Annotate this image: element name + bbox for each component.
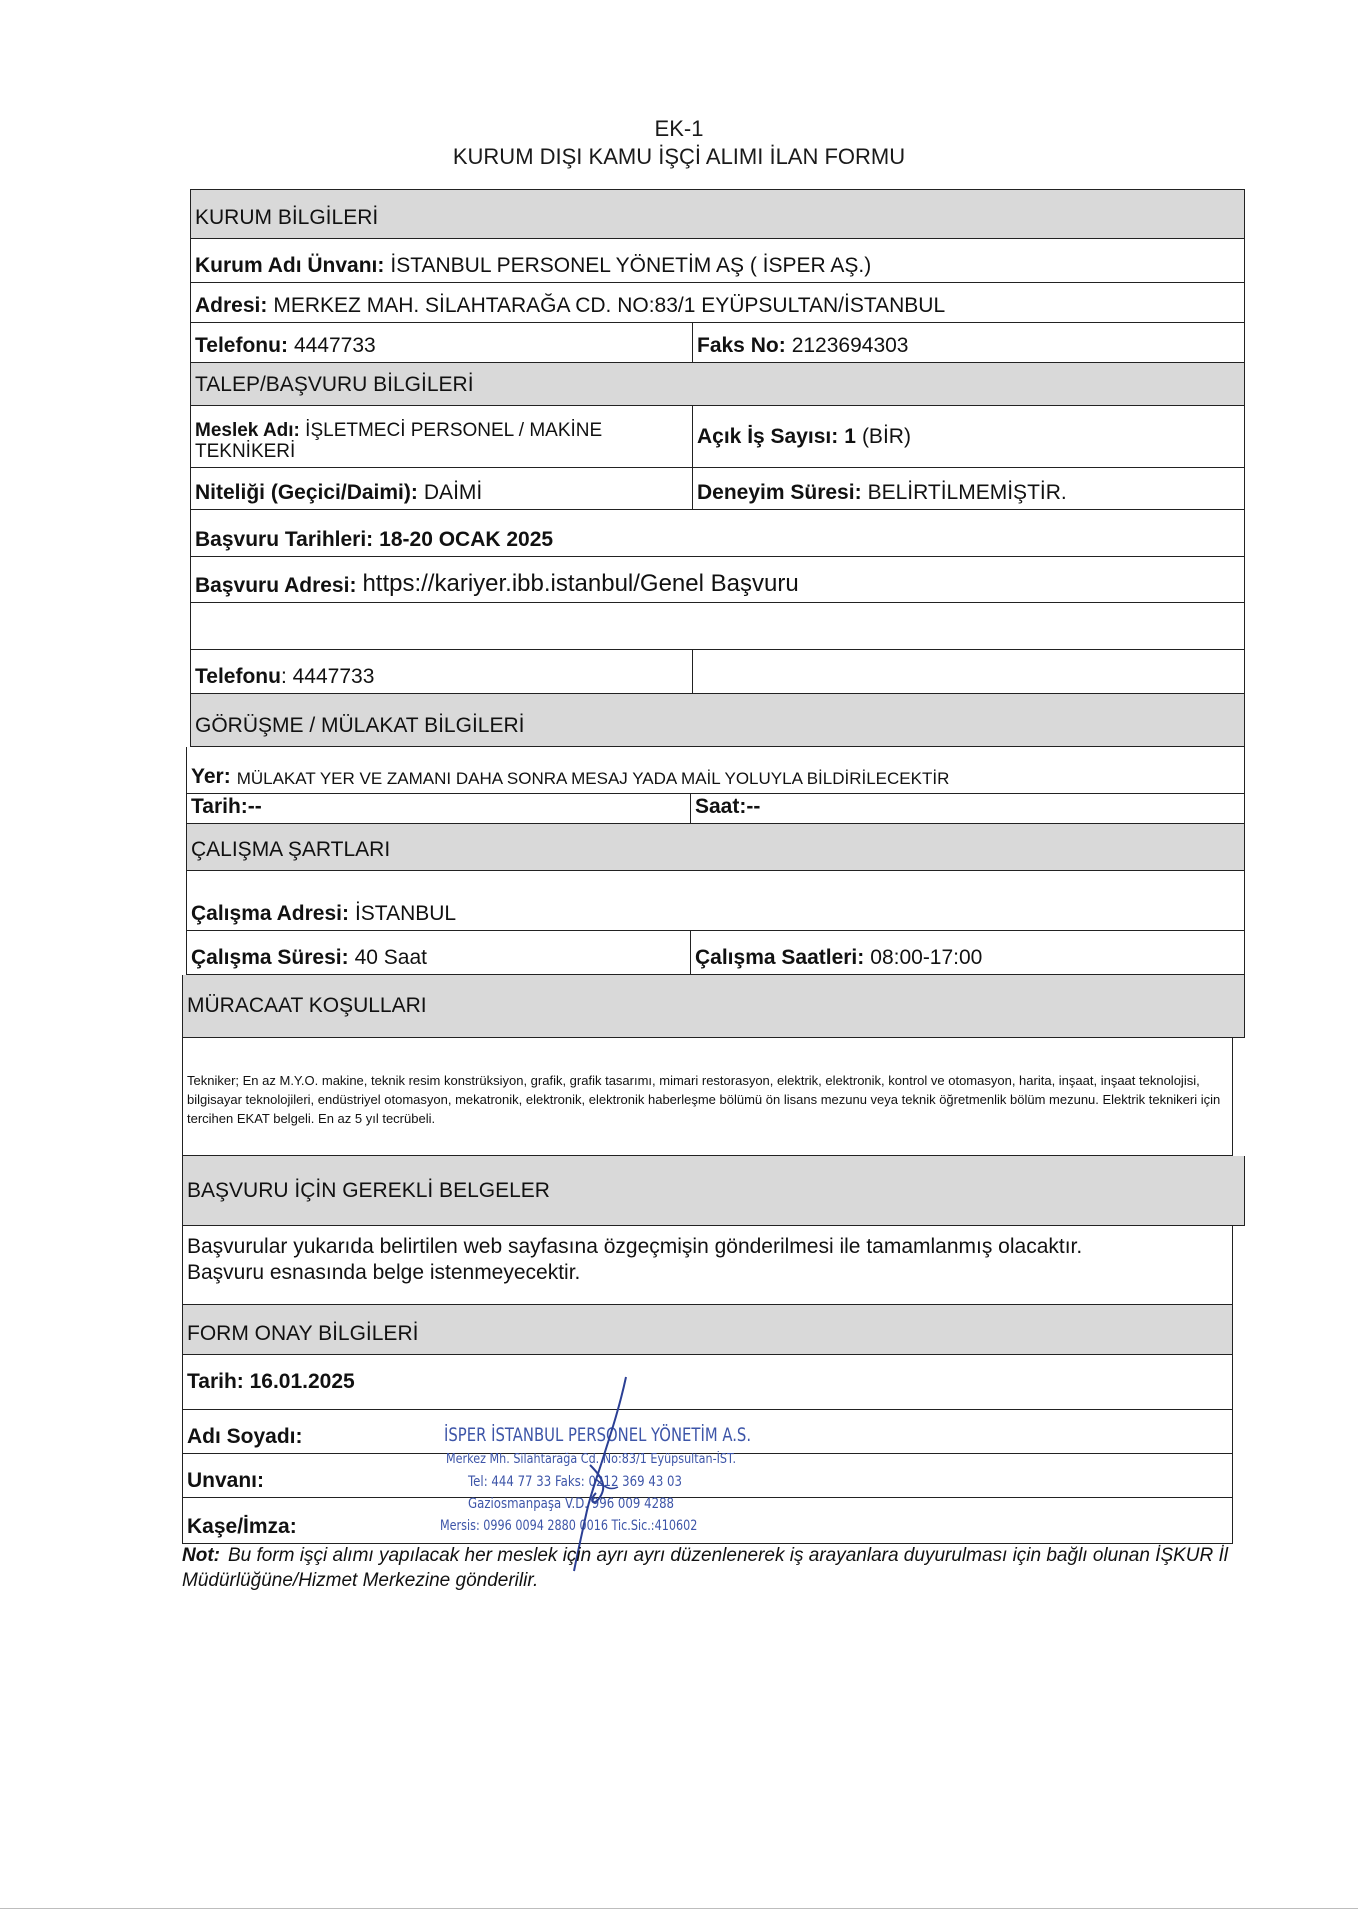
row-nitelik [190, 468, 693, 510]
note-text: Bu form işçi alımı yapılacak her meslek için ayrı ayrı düzenlenerek iş arayanlara duyurulması için bağlı olunan İŞKUR İl Müdürlüğüne/Hizmet Merkezine gönderilir. [182, 1545, 1229, 1591]
row-deneyim [692, 468, 1245, 510]
section-kurum-title: KURUM BİLGİLERİ [195, 206, 379, 229]
acik-is-label: Açık İş Sayısı: [697, 424, 839, 448]
row-kurum-adres [190, 283, 1245, 323]
onay-tarih: Tarih: 16.01.2025 [187, 1370, 355, 1393]
basvuru-tarihleri-label: Başvuru Tarihleri: [195, 528, 374, 551]
section-calisma-title: ÇALIŞMA ŞARTLARI [191, 838, 391, 861]
row-kurum-faks [692, 323, 1245, 363]
basvuru-adresi-label: Başvuru Adresi: [195, 574, 357, 597]
calisma-suresi-label: Çalışma Süresi: [191, 946, 349, 969]
row-kurum-telefon [190, 323, 693, 363]
section-talep-title: TALEP/BAŞVURU BİLGİLERİ [195, 373, 474, 396]
kurum-adres-label: Adresi: [195, 294, 268, 317]
section-belgeler-title: BAŞVURU İÇİN GEREKLİ BELGELER [187, 1178, 550, 1202]
section-gorusme-title: GÖRÜŞME / MÜLAKAT BİLGİLERİ [195, 714, 525, 737]
kurum-telefon-value: 4447733 [293, 334, 376, 357]
row-mulakat-tarih [186, 794, 691, 824]
nitelik-value: DAİMİ [423, 481, 483, 504]
stamp-line5: Mersis: 0996 0094 2880 0016 Tic.Sic.:410602 [440, 1518, 698, 1534]
note-label: Not: [182, 1545, 220, 1566]
calisma-adresi-label: Çalışma Adresi: [191, 902, 349, 925]
belgeler-line2: Başvuru esnasında belge istenmeyecektir. [187, 1261, 581, 1285]
row-calisma-adresi [186, 871, 1245, 931]
yer-label: Yer: [191, 765, 231, 788]
kurum-adi-label: Kurum Adı Ünvanı: [195, 254, 385, 277]
section-gorusme [190, 694, 1245, 747]
mulakat-saat: Saat:-- [695, 795, 761, 818]
row-yer [186, 747, 1245, 794]
deneyim-value: BELİRTİLMEMİŞTİR. [867, 481, 1067, 504]
basvuru-telefon-label: Telefonu [195, 665, 281, 688]
row-empty [190, 603, 1245, 650]
belgeler-line1: Başvurular yukarıda belirtilen web sayfasına özgeçmişin gönderilmesi ile tamamlanmış olacaktır. [187, 1235, 1083, 1258]
kurum-faks-label: Faks No: [697, 334, 786, 357]
calisma-suresi-value: 40 Saat [354, 946, 427, 969]
stamp-line1: İSPER İSTANBUL PERSONEL YÖNETİM A.S. [444, 1424, 752, 1446]
meslek-value-line2: TEKNİKERİ [195, 441, 296, 463]
stamp-line3: Tel: 444 77 33 Faks: 0212 369 43 03 [468, 1474, 683, 1490]
row-basvuru-telefon-empty [692, 650, 1245, 694]
section-muracaat-title: MÜRACAAT KOŞULLARI [187, 994, 427, 1017]
section-onay [182, 1305, 1233, 1355]
row-meslek [190, 406, 693, 468]
form-title: KURUM DIŞI KAMU İŞÇİ ALIMI İLAN FORMU [452, 144, 906, 169]
section-talep [190, 363, 1245, 406]
row-acik-is [692, 406, 1245, 468]
row-belgeler-text [182, 1226, 1233, 1305]
section-muracaat [182, 975, 1245, 1038]
kurum-adi-value: İSTANBUL PERSONEL YÖNETİM AŞ ( İSPER AŞ.) [390, 254, 872, 277]
acik-is-number: 1 [844, 424, 856, 448]
deneyim-label: Deneyim Süresi: [697, 481, 862, 504]
basvuru-adresi-value: https://kariyer.ibb.istanbul/Genel Başvuru [362, 570, 799, 597]
muracaat-text: Tekniker; En az M.Y.O. makine, teknik resim konstrüksiyon, grafik, grafik tasarımı, mimari restorasyon, elektrik, elektronik, kontrol ve otomasyon, harita, inşaat, inşaat teknolojisi, bilgisayar teknolojileri, endüstriyel otomasyon, mekatronik, elektronik, elektronik haberleşme bölümü ön lisans mezunu veya teknik öğretmenlik bölüm mezunu. Elektrik teknikeri için tercihen EKAT belgeli. En az 5 yıl tecrübeli. [187, 1073, 1221, 1126]
acik-is-text: (BİR) [861, 424, 911, 448]
row-onay-tarih [182, 1355, 1233, 1410]
form-annex-label: EK-1 [654, 116, 704, 141]
meslek-label: Meslek Adı: [195, 420, 300, 442]
row-calisma-suresi [186, 931, 691, 975]
page-bottom-rule [0, 1908, 1358, 1909]
row-kase-imza [182, 1498, 1233, 1544]
calisma-saatleri-value: 08:00-17:00 [870, 946, 983, 969]
section-kurum [190, 189, 1245, 239]
kurum-faks-value: 2123694303 [791, 334, 909, 357]
calisma-adresi-value: İSTANBUL [354, 902, 457, 925]
row-basvuru-adresi [190, 557, 1245, 603]
section-onay-title: FORM ONAY BİLGİLERİ [187, 1322, 419, 1345]
row-calisma-saatleri [690, 931, 1245, 975]
row-muracaat-text [182, 1038, 1233, 1156]
adi-soyadi-label: Adı Soyadı: [187, 1425, 303, 1448]
yer-value: MÜLAKAT YER VE ZAMANI DAHA SONRA MESAJ YADA MAİL YOLUYLA BİLDİRİLECEKTİR [236, 769, 950, 788]
kurum-telefon-label: Telefonu: [195, 334, 288, 357]
footer-note [182, 1544, 1232, 1593]
kase-imza-label: Kaşe/İmza: [187, 1515, 297, 1538]
mulakat-tarih: Tarih:-- [191, 795, 262, 818]
row-kurum-adi [190, 239, 1245, 283]
row-mulakat-saat [690, 794, 1245, 824]
stamp-line4: Gaziosmanpaşa V.D. 996 009 4288 [468, 1496, 675, 1512]
calisma-saatleri-label: Çalışma Saatleri: [695, 946, 865, 969]
basvuru-telefon-value: : 4447733 [280, 665, 375, 688]
unvani-label: Unvanı: [187, 1469, 265, 1492]
kurum-adres-value: MERKEZ MAH. SİLAHTARAĞA CD. NO:83/1 EYÜPSULTAN/İSTANBUL [273, 294, 946, 317]
meslek-value-line1: İŞLETMECİ PERSONEL / MAKİNE [305, 420, 603, 442]
nitelik-label: Niteliği (Geçici/Daimi): [195, 481, 418, 504]
stamp-line2: Merkez Mh. Silahtarağa Cd. No:83/1 Eyüpsultan-İST. [446, 1452, 737, 1467]
basvuru-tarihleri-value: 18-20 OCAK 2025 [379, 528, 554, 551]
row-basvuru-telefon [190, 650, 693, 694]
row-basvuru-tarihleri [190, 510, 1245, 557]
section-belgeler [182, 1156, 1245, 1226]
section-calisma [186, 824, 1245, 871]
